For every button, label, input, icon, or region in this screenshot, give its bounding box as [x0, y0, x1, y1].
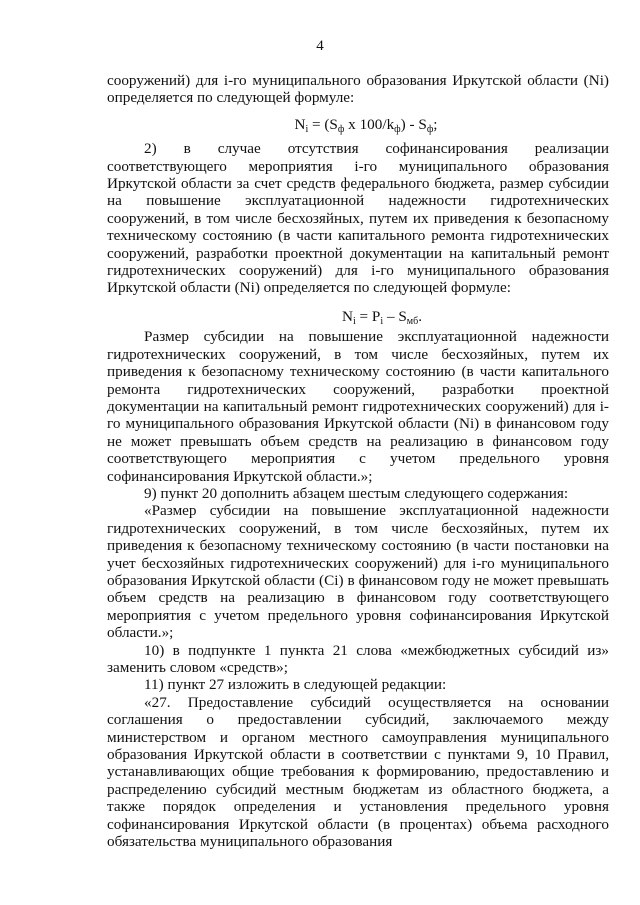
document-body	[107, 72, 609, 850]
paragraph-item-9: 9) пункт 20 дополнить абзацем шестым следующего содержания:	[144, 484, 569, 502]
paragraph-continuation: сооружений) для i-го муниципального образования Иркутской области (Ni) определяется по следующей формуле:	[107, 72, 609, 107]
formula-2-text: $N_i = P_i - S_{мб}$.	[342, 307, 422, 327]
paragraph-item-10: 10) в подпункте 1 пункта 21 слова «межбюджетных субсидий из» заменить словом «средств»;	[107, 641, 609, 676]
formula-1-text: $N_i = (S_ф$ x $100/k_ф) - S_ф$;	[294, 115, 438, 135]
paragraph-item-11: 11) пункт 27 изложить в следующей редакции:	[144, 676, 447, 694]
paragraph-item-9-quote: «Размер субсидии на повышение эксплуатационной надежности гидротехнических сооружений, в том числе бесхозяйных, путем их приведения к безопасному техническому состоянию (в части постановки на учет бесхозяйных гидротехнических сооружений) для i-го муниципального образования Иркутской области (Сi) в финансовом году не может превышать объем средств на реализацию в финансовом году соответствующего мероприятия с учетом предельного уровня софинансирования Иркутской области.»;	[107, 502, 609, 642]
paragraph-item-2: 2) в случае отсутствия софинансирования реализации соответствующего мероприятия i-го муниципального образования Иркутской области за счет средств федерального бюджета, размер субсидии на повышение эксплуатационной надежности гидротехнических сооружений, в том числе бесхозяйных, путем их приведения к безопасному техническому состоянию (в части капитального ремонта гидротехнических сооружений, разработки проектной документации на капитальный ремонт гидротехнических сооружений) для i-го муниципального образования Иркутской области (Ni) определяется по следующей формуле:	[107, 140, 609, 297]
paragraph-item-27: «27. Предоставление субсидий осуществляется на основании соглашения о предоставлении субсидий, заключаемого между министерством и органом местного самоуправления муниципального образования Иркутской области в соответствии с пунктами 9, 10 Правил, устанавливающих общие требования к формированию, предоставлению и распределению субсидий местным бюджетам из областного бюджета, а также порядок определения и установления предельного уровня софинансирования Иркутской области (в процентах) объема расходного обязательства муниципального образования	[107, 693, 609, 851]
formula-2	[107, 297, 609, 328]
page-number: 4	[316, 38, 324, 54]
formula-1	[107, 107, 609, 140]
paragraph-subsidy-size: Размер субсидии на повышение эксплуатационной надежности гидротехнических сооружений, в том числе бесхозяйных, путем их приведения к безопасному техническому состоянию (в части капитального ремонта гидротехнических сооружений, разработки проектной документации на капитальный ремонт гидротехнических сооружений) для i-го муниципального образования Иркутской области (Ni) в финансовом году не может превышать объем средств на реализацию в финансовом году соответствующего мероприятия с учетом предельного уровня софинансирования Иркутской области.»;	[107, 328, 609, 485]
